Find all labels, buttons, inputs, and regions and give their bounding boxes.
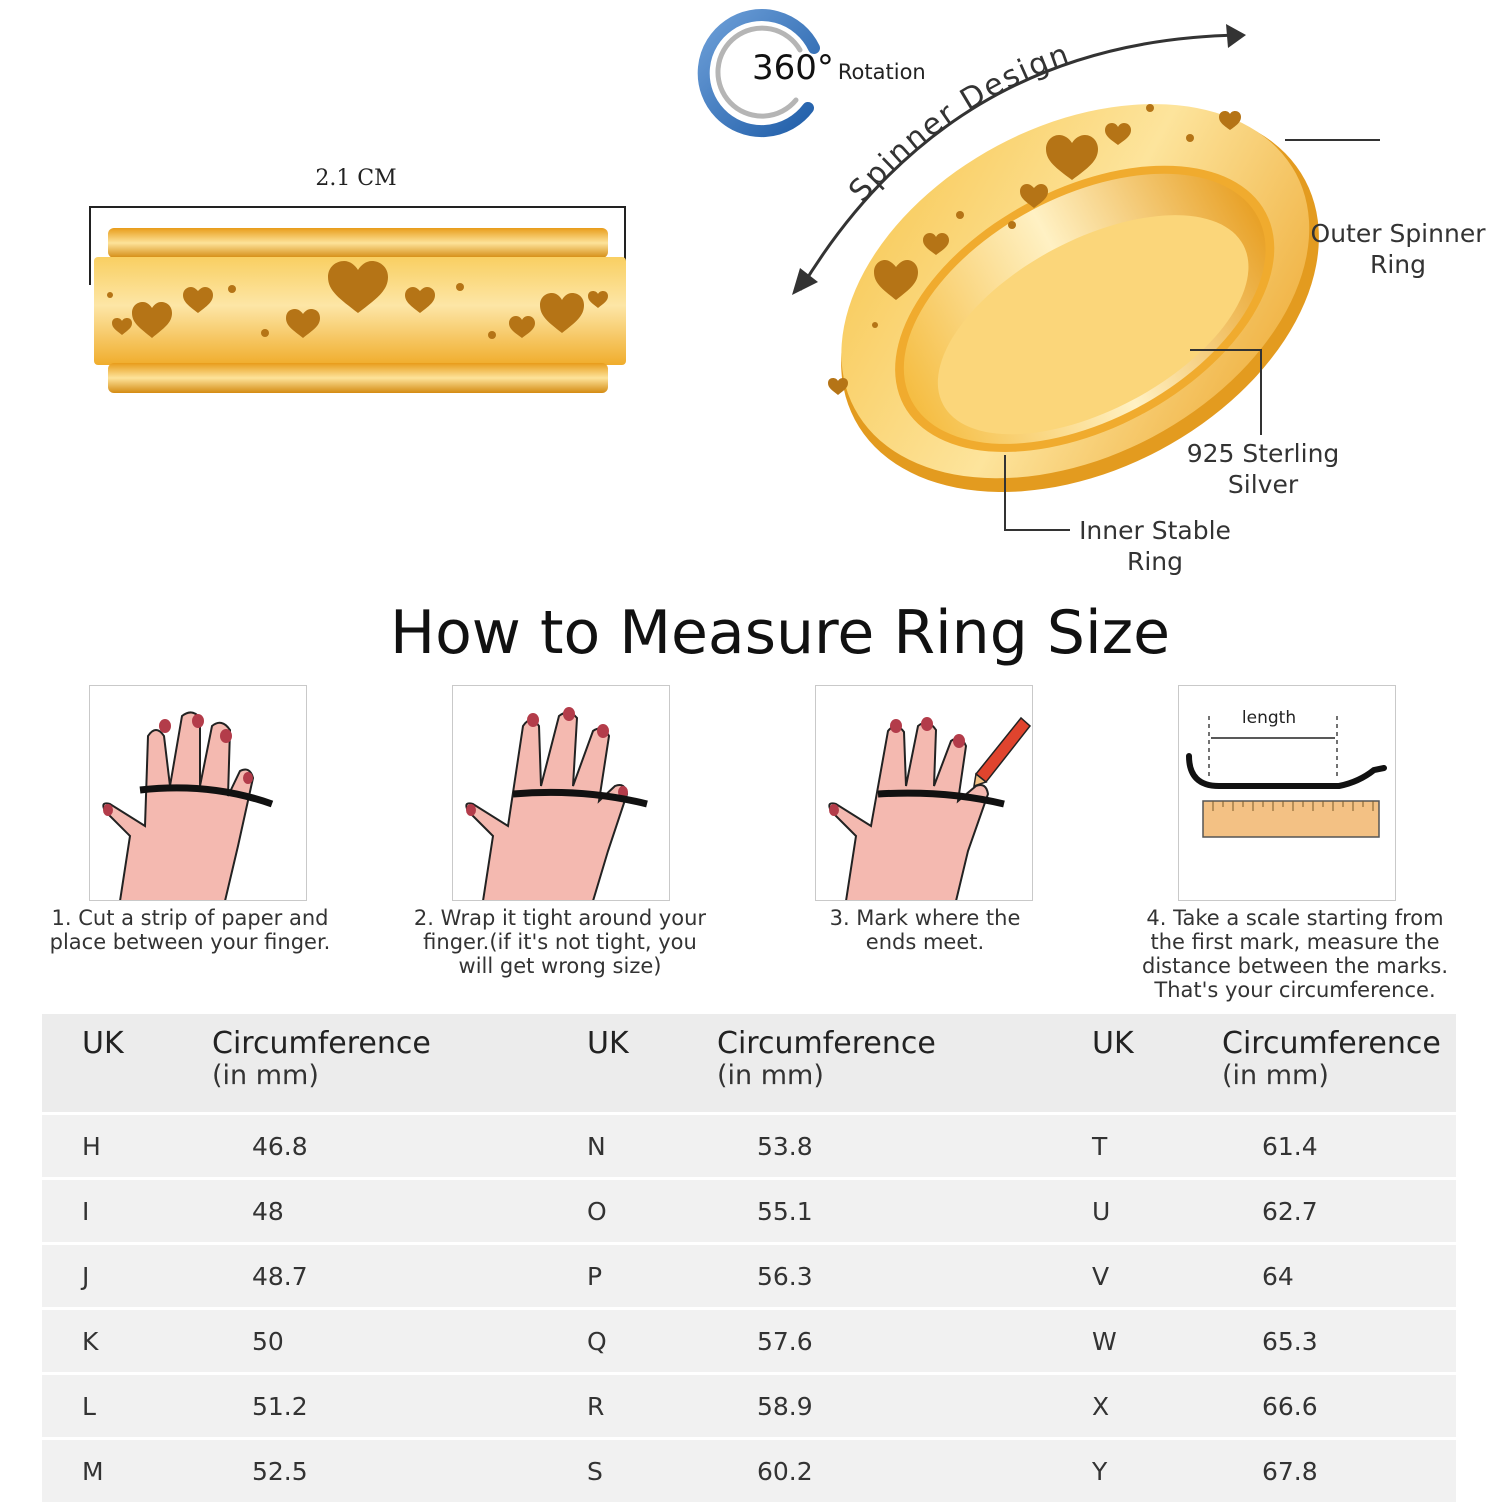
uk-size: W (1052, 1309, 1222, 1374)
uk-size: Q (547, 1309, 717, 1374)
table-row (42, 1179, 1456, 1244)
step-4-image (1178, 685, 1396, 901)
circumference-value: 66.6 (1222, 1374, 1456, 1439)
header-unit: (in mm) (212, 1060, 319, 1091)
rotation-number: 360° (752, 48, 834, 88)
circumference-value: 56.3 (717, 1244, 1052, 1309)
header-circumference-title: Circumference (717, 1026, 936, 1061)
uk-size: J (42, 1244, 212, 1309)
uk-size: U (1052, 1179, 1222, 1244)
table-row (42, 1309, 1456, 1374)
sterling-silver-label: 925 Sterling Silver (1186, 439, 1340, 499)
uk-size: X (1052, 1374, 1222, 1439)
header-circumference-title: Circumference (212, 1026, 431, 1061)
circumference-value: 61.4 (1222, 1114, 1456, 1179)
table-row (42, 1439, 1456, 1504)
uk-size: K (42, 1309, 212, 1374)
header-unit: (in mm) (1222, 1060, 1329, 1091)
header-uk: UK (42, 1014, 212, 1114)
circumference-value: 52.5 (212, 1439, 547, 1504)
uk-size: Y (1052, 1439, 1222, 1504)
uk-size: T (1052, 1114, 1222, 1179)
rotation-word: Rotation (837, 60, 926, 84)
step-3-caption: 3. Mark where the ends meet. (829, 906, 1021, 954)
uk-size: R (547, 1374, 717, 1439)
uk-size: N (547, 1114, 717, 1179)
circumference-value: 60.2 (717, 1439, 1052, 1504)
step-2-image (452, 685, 670, 901)
ring-width-label: 2.1 CM (315, 166, 397, 191)
circumference-value: 65.3 (1222, 1309, 1456, 1374)
step-1-caption: 1. Cut a strip of paper and place between your finger. (49, 906, 331, 954)
header-circumference (212, 1014, 547, 1114)
circumference-value: 55.1 (717, 1179, 1052, 1244)
uk-size: O (547, 1179, 717, 1244)
ring-size-table (42, 1014, 1456, 1505)
step-1-image (89, 685, 307, 901)
table-row (42, 1374, 1456, 1439)
inner-stable-ring-label: Inner Stable Ring (1079, 516, 1231, 576)
header-circumference (717, 1014, 1052, 1114)
circumference-value: 53.8 (717, 1114, 1052, 1179)
page-title: How to Measure Ring Size (389, 598, 1171, 668)
header-unit: (in mm) (717, 1060, 824, 1091)
outer-spinner-ring-label: Outer Spinner Ring (1310, 219, 1486, 279)
step-2-caption: 2. Wrap it tight around your finger.(if it's not tight, you will get wrong size) (413, 906, 707, 978)
step-3-image (815, 685, 1033, 901)
ruler-length-label: length (1241, 708, 1297, 728)
circumference-value: 67.8 (1222, 1439, 1456, 1504)
uk-size: S (547, 1439, 717, 1504)
header-uk: UK (547, 1014, 717, 1114)
circumference-value: 48.7 (212, 1244, 547, 1309)
table-row (42, 1114, 1456, 1179)
flat-ring-image (80, 195, 640, 405)
step-4-caption: 4. Take a scale starting from the first mark, measure the distance between the marks. That's your circumference. (1141, 906, 1449, 1002)
header-circumference-title: Circumference (1222, 1026, 1441, 1061)
header-uk: UK (1052, 1014, 1222, 1114)
circumference-value: 58.9 (717, 1374, 1052, 1439)
circumference-value: 57.6 (717, 1309, 1052, 1374)
circumference-value: 48 (212, 1179, 547, 1244)
uk-size: P (547, 1244, 717, 1309)
uk-size: M (42, 1439, 212, 1504)
uk-size: H (42, 1114, 212, 1179)
table-row (42, 1244, 1456, 1309)
table-header-row (42, 1014, 1456, 1114)
circumference-value: 51.2 (212, 1374, 547, 1439)
circumference-value: 46.8 (212, 1114, 547, 1179)
uk-size: V (1052, 1244, 1222, 1309)
circumference-value: 50 (212, 1309, 547, 1374)
uk-size: L (42, 1374, 212, 1439)
header-circumference (1222, 1014, 1456, 1114)
circumference-value: 62.7 (1222, 1179, 1456, 1244)
spinner-design-label: Spinner Design (842, 36, 1076, 209)
circumference-value: 64 (1222, 1244, 1456, 1309)
uk-size: I (42, 1179, 212, 1244)
